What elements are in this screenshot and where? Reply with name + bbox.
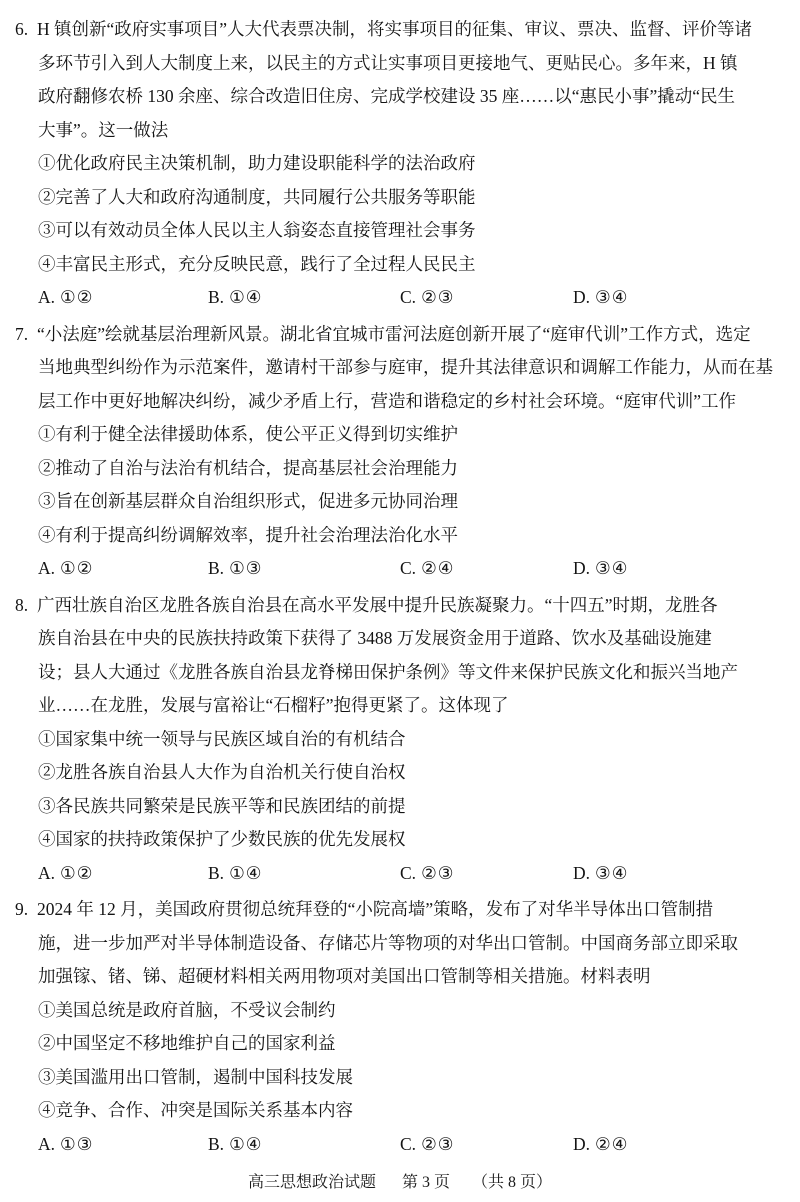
- choice-label: B.: [208, 287, 225, 307]
- footer-page-number: 第 3 页: [401, 1174, 450, 1191]
- question-stem-line: 多环节引入到人大制度上来，以民主的方式让实事项目更接地气、更贴民心。多年来，H 镇: [38, 52, 738, 73]
- answer-choice-c: [400, 1128, 454, 1162]
- choice-label: A.: [38, 862, 56, 883]
- footer-title: 高三思想政治试题: [247, 1174, 376, 1191]
- choice-value: ①③: [60, 1133, 94, 1154]
- choice-value: ①④: [229, 1133, 263, 1154]
- answer-choices-row: [0, 1128, 800, 1162]
- question-stem-line: 政府翻修农桥 130 余座、综合改造旧住房、完成学校建设 35 座……以“惠民小事”撬动“民生: [38, 86, 736, 106]
- answer-choice-d: [573, 552, 628, 586]
- option-line: ③美国滥用出口管制，遏制中国科技发展: [38, 1066, 353, 1087]
- question-block: [0, 318, 800, 586]
- option-line: ①国家集中统一领导与民族区域自治的有机结合: [38, 728, 406, 749]
- option-line: ③可以有效动员全体人民以主人翁姿态直接管理社会事务: [38, 220, 476, 240]
- choice-label: D.: [573, 558, 591, 578]
- answer-choices-row: [0, 857, 800, 891]
- option-line: ①优化政府民主决策机制，助力建设职能科学的法治政府: [38, 153, 476, 173]
- question-stem-text: “小法庭”绘就基层治理新风景。湖北省宜城市雷河法庭创新开展了“庭审代训”工作方式，选定: [37, 323, 751, 344]
- choice-value: ①③: [229, 558, 263, 578]
- choice-value: ①④: [229, 862, 263, 883]
- choice-value: ②③: [421, 1133, 455, 1154]
- choice-label: C.: [400, 287, 417, 307]
- choice-label: B.: [208, 862, 225, 883]
- choice-label: B.: [208, 1133, 225, 1154]
- choice-value: ②④: [421, 558, 455, 578]
- question-list: [0, 13, 800, 1161]
- answer-choice-b: [208, 552, 262, 586]
- question-number: 6.: [15, 19, 29, 39]
- question-stem-line-first: [0, 893, 800, 927]
- choice-value: ①②: [60, 287, 94, 307]
- option-line: ④有利于提高纠纷调解效率，提升社会治理法治化水平: [38, 524, 458, 545]
- question-block: [0, 893, 800, 1161]
- footer-pages-total: （共 8 页）: [472, 1174, 553, 1191]
- question-number: 9.: [15, 899, 29, 919]
- answer-choice-a: [38, 281, 93, 315]
- choice-label: D.: [573, 287, 591, 307]
- answer-choice-c: [400, 552, 454, 586]
- answer-choice-a: [38, 857, 93, 891]
- choice-value: ②④: [595, 1133, 629, 1154]
- answer-choice-a: [38, 1128, 93, 1162]
- answer-choices-row: [0, 552, 800, 586]
- choice-value: ②③: [421, 862, 455, 883]
- option-line: ②完善了人大和政府沟通制度，共同履行公共服务等职能: [38, 186, 476, 207]
- option-line: ④丰富民主形式，充分反映民意，践行了全过程人民民主: [38, 253, 476, 274]
- choice-value: ③④: [595, 558, 629, 578]
- question-stem-line: 当地典型纠纷作为示范案件，邀请村干部参与庭审，提升其法律意识和调解工作能力，从而在基: [38, 357, 773, 377]
- question-stem-line: 加强镓、锗、锑、超硬材料相关两用物项对美国出口管制等相关措施。材料表明: [38, 966, 651, 986]
- choice-value: ③④: [595, 862, 629, 883]
- answer-choices-row: [0, 281, 800, 315]
- question-stem-line: 施，进一步加严对半导体制造设备、存储芯片等物项的对华出口管制。中国商务部立即采取: [38, 932, 738, 953]
- question-stem-text: 广西壮族自治区龙胜各族自治县在高水平发展中提升民族凝聚力。“十四五”时期，龙胜各: [37, 594, 718, 615]
- option-line: ②中国坚定不移地维护自己的国家利益: [38, 1033, 336, 1053]
- question-number: 8.: [15, 594, 29, 615]
- answer-choice-b: [208, 857, 262, 891]
- question-number: 7.: [15, 323, 29, 344]
- answer-choice-b: [208, 1128, 262, 1162]
- choice-value: ①②: [60, 558, 94, 578]
- choice-label: D.: [573, 862, 591, 883]
- choice-label: A.: [38, 287, 56, 307]
- question-stem-line: 大事”。这一做法: [38, 119, 169, 140]
- answer-choice-d: [573, 281, 628, 315]
- question-block: [0, 13, 800, 315]
- option-line: ④竞争、合作、冲突是国际关系基本内容: [38, 1100, 353, 1120]
- option-line: ④国家的扶持政策保护了少数民族的优先发展权: [38, 829, 406, 849]
- question-stem-text: 2024 年 12 月，美国政府贯彻总统拜登的“小院高墙”策略，发布了对华半导体出口管制措: [37, 899, 714, 919]
- option-line: ②推动了自治与法治有机结合，提高基层社会治理能力: [38, 457, 458, 478]
- answer-choice-b: [208, 281, 262, 315]
- choice-label: B.: [208, 558, 225, 578]
- choice-label: C.: [400, 862, 417, 883]
- question-stem-line: 层工作中更好地解决纠纷，减少矛盾上行，营造和谐稳定的乡村社会环境。“庭审代训”工作: [38, 390, 737, 411]
- answer-choice-d: [573, 1128, 628, 1162]
- question-stem-line-first: [0, 13, 800, 47]
- question-stem-text: H 镇创新“政府实事项目”人大代表票决制，将实事项目的征集、审议、票决、监督、评价等诸: [37, 19, 753, 39]
- choice-label: C.: [400, 558, 417, 578]
- option-line: ③旨在创新基层群众自治组织形式，促进多元协同治理: [38, 491, 458, 511]
- choice-value: ①④: [229, 287, 263, 307]
- answer-choice-c: [400, 857, 454, 891]
- choice-label: C.: [400, 1133, 417, 1154]
- page-footer: [0, 1168, 800, 1198]
- answer-choice-a: [38, 552, 93, 586]
- choice-label: D.: [573, 1133, 591, 1154]
- question-stem-line-first: [0, 318, 800, 352]
- answer-choice-d: [573, 857, 628, 891]
- choice-label: A.: [38, 558, 56, 578]
- option-line: ②龙胜各族自治县人大作为自治机关行使自治权: [38, 762, 406, 782]
- question-stem-line: 设；县人大通过《龙胜各族自治县龙脊梯田保护条例》等文件来保护民族文化和振兴当地产: [38, 661, 738, 682]
- question-block: [0, 589, 800, 891]
- choice-value: ③④: [595, 287, 629, 307]
- option-line: ③各民族共同繁荣是民族平等和民族团结的前提: [38, 795, 406, 816]
- choice-label: A.: [38, 1133, 56, 1154]
- option-line: ①美国总统是政府首脑，不受议会制约: [38, 999, 336, 1020]
- choice-value: ①②: [60, 862, 94, 883]
- question-stem-line: 族自治县在中央的民族扶持政策下获得了 3488 万发展资金用于道路、饮水及基础设施建: [38, 628, 712, 648]
- question-stem-line: 业……在龙胜，发展与富裕让“石榴籽”抱得更紧了。这体现了: [38, 695, 509, 715]
- option-line: ①有利于健全法律援助体系，使公平正义得到切实维护: [38, 424, 458, 444]
- answer-choice-c: [400, 281, 454, 315]
- question-stem-line-first: [0, 589, 800, 623]
- choice-value: ②③: [421, 287, 455, 307]
